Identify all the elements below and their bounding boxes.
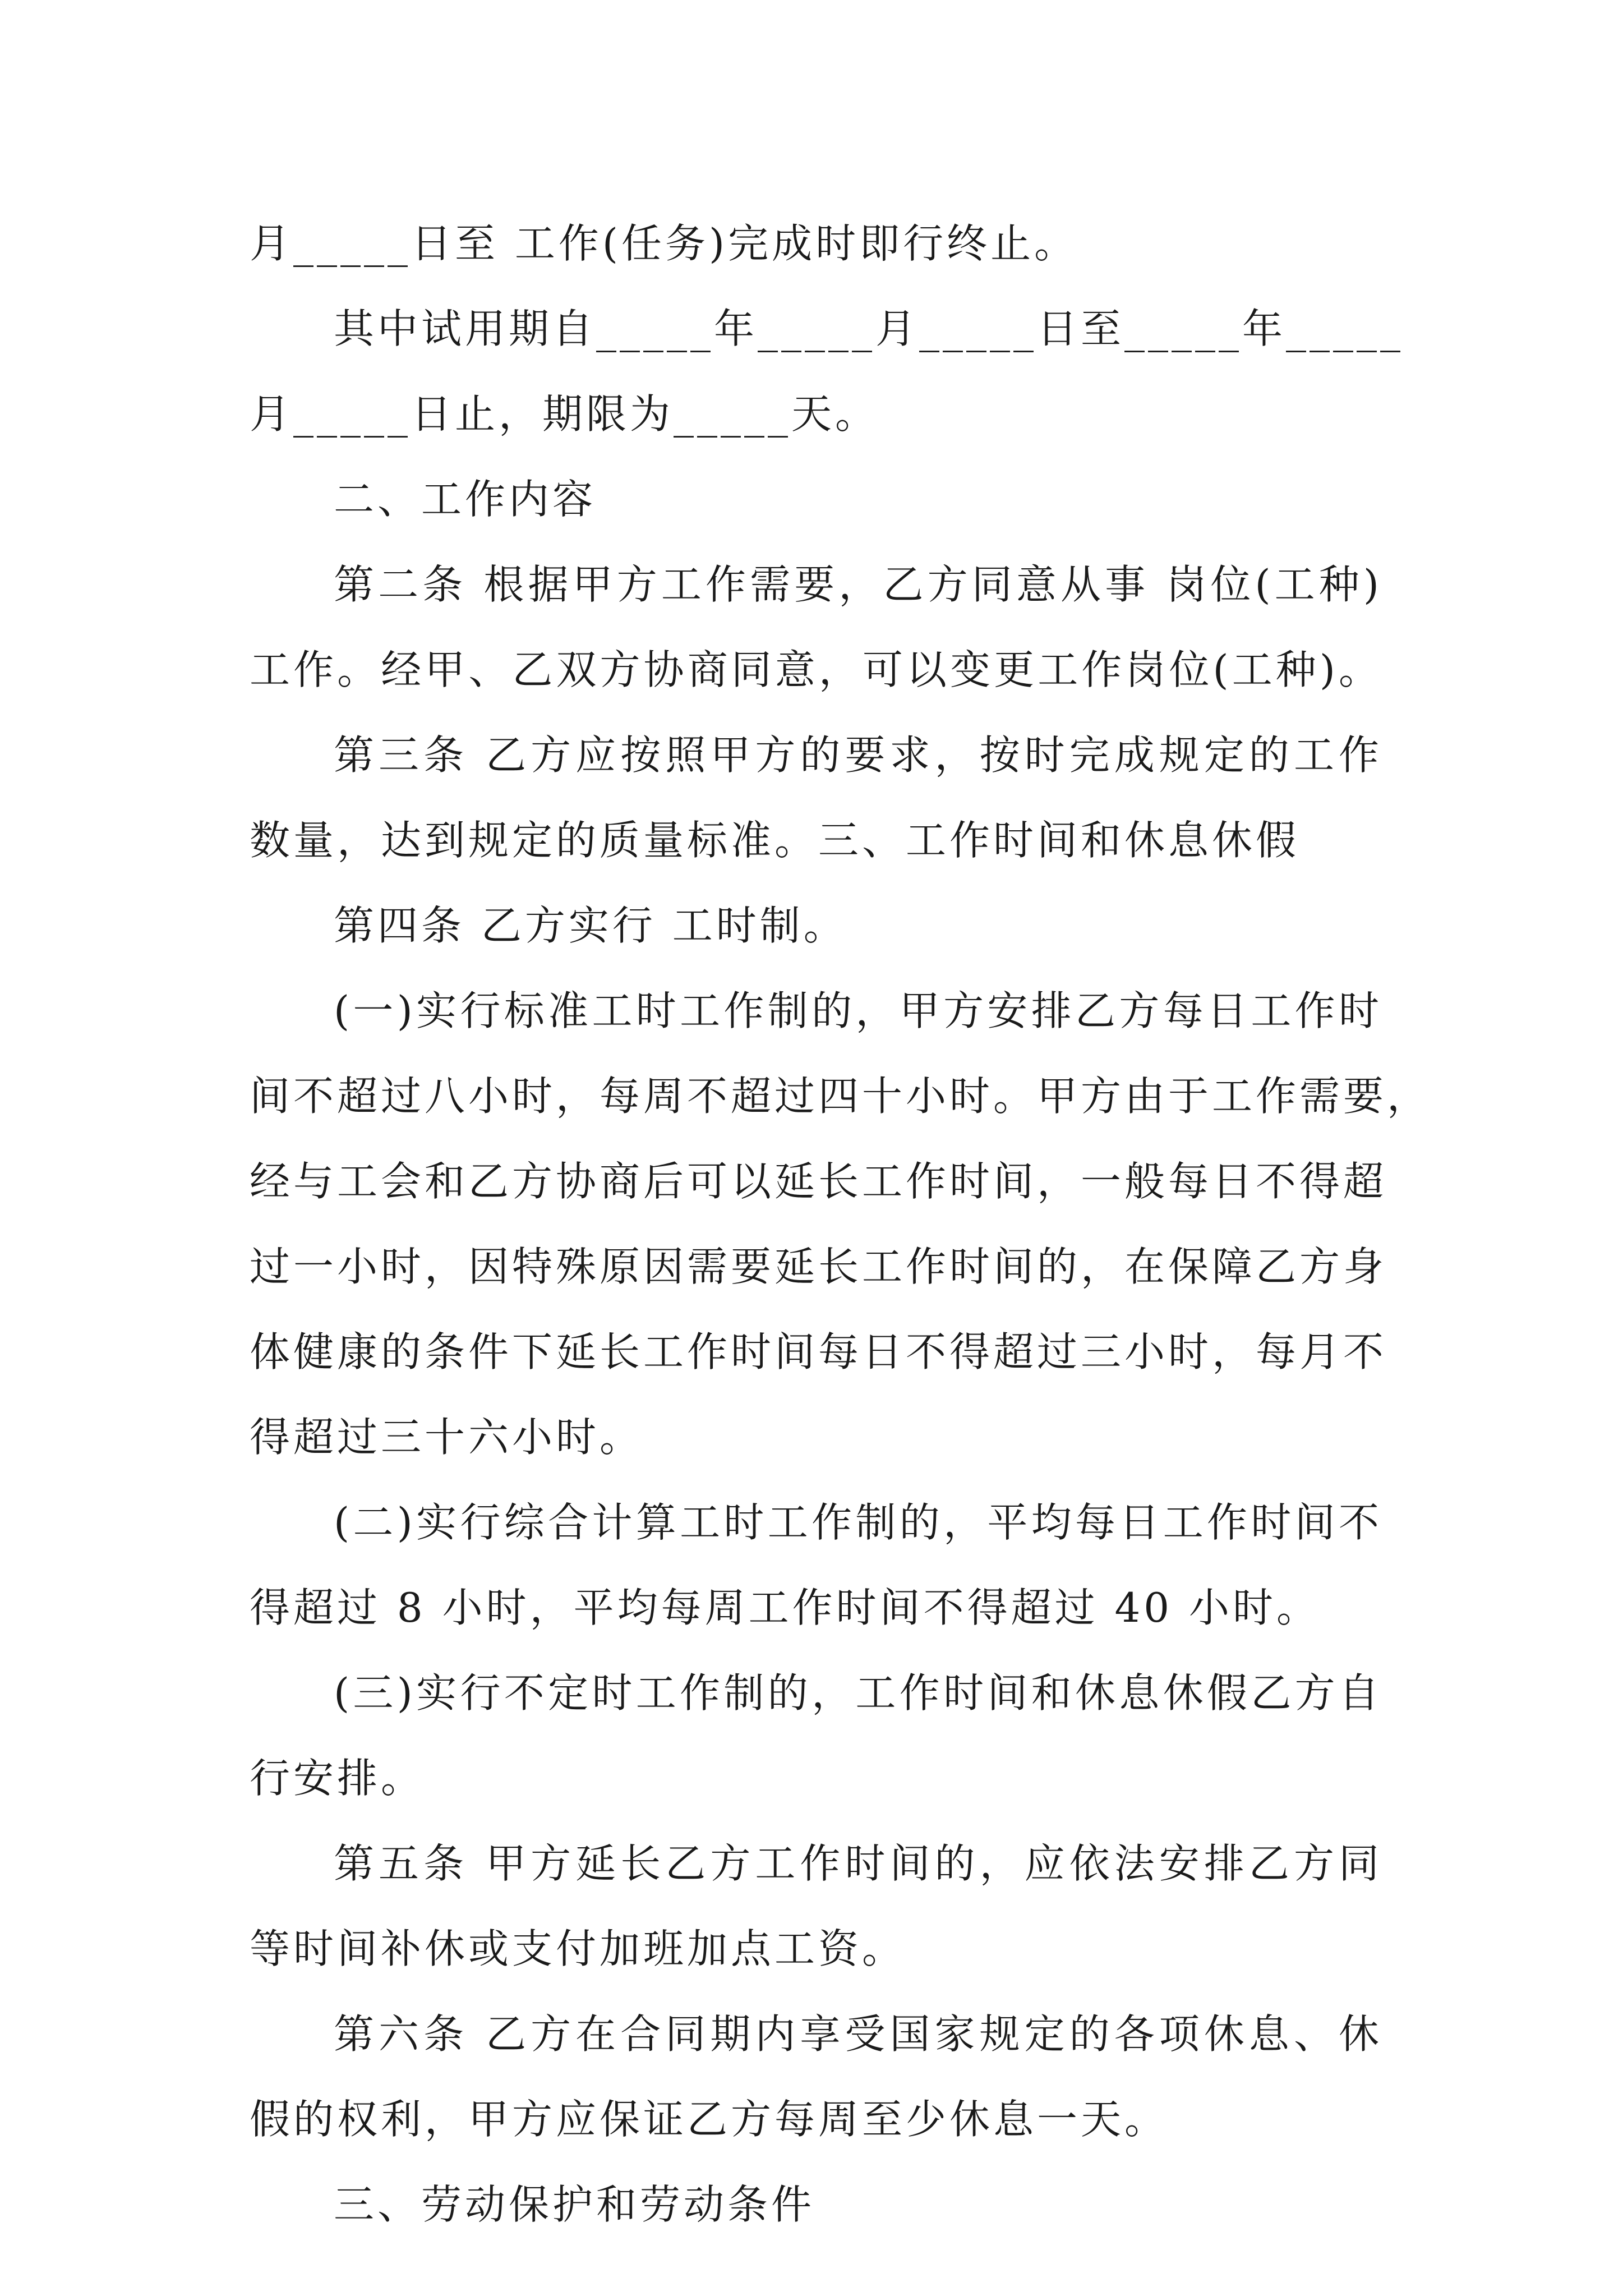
text-line: (二)实行综合计算工时工作制的，平均每日工作时间不: [334, 1499, 1382, 1546]
text-line: 等时间补休或支付加班加点工资。: [250, 1925, 906, 1972]
text-line: 得超过 8 小时，平均每周工作时间不得超过 40 小时。: [250, 1584, 1320, 1631]
text-line: 行安排。: [250, 1755, 425, 1802]
text-line: 第二条 根据甲方工作需要，乙方同意从事 岗位(工种): [334, 561, 1382, 608]
section-heading: 二、工作内容: [334, 476, 597, 523]
text-line: (三)实行不定时工作制的，工作时间和休息休假乙方自: [334, 1669, 1382, 1717]
text-line: 数量，达到规定的质量标准。三、工作时间和休息休假: [250, 817, 1300, 864]
text-line: 得超过三十六小时。: [250, 1414, 644, 1461]
text-line: (一)实行标准工时工作制的，甲方安排乙方每日工作时: [334, 987, 1382, 1034]
text-line: 第四条 乙方实行 工时制。: [334, 902, 847, 949]
text-line: 体健康的条件下延长工作时间每日不得超过三小时，每月不: [250, 1328, 1387, 1375]
text-line: 间不超过八小时，每周不超过四十小时。甲方由于工作需要，: [250, 1073, 1431, 1120]
text-line: 第六条 乙方在合同期内享受国家规定的各项休息、休: [334, 2010, 1382, 2058]
text-line: 其中试用期自_____年_____月_____日至_____年_____: [334, 305, 1404, 352]
text-line: 月_____日止，期限为_____天。: [250, 390, 879, 438]
text-line: 第五条 甲方延长乙方工作时间的，应依法安排乙方同: [334, 1840, 1382, 1887]
text-line: 第三条 乙方应按照甲方的要求，按时完成规定的工作: [334, 731, 1382, 779]
text-line: 月_____日至 工作(任务)完成时即行终止。: [250, 220, 1078, 267]
text-line: 经与工会和乙方协商后可以延长工作时间，一般每日不得超: [250, 1158, 1387, 1205]
text-line: 过一小时，因特殊原因需要延长工作时间的，在保障乙方身: [250, 1243, 1387, 1290]
text-line: 工作。经甲、乙双方协商同意，可以变更工作岗位(工种)。: [250, 646, 1382, 693]
section-heading: 三、劳动保护和劳动条件: [334, 2181, 815, 2228]
document-page: [250, 201, 1431, 2247]
text-line: 假的权利，甲方应保证乙方每周至少休息一天。: [250, 2096, 1169, 2143]
